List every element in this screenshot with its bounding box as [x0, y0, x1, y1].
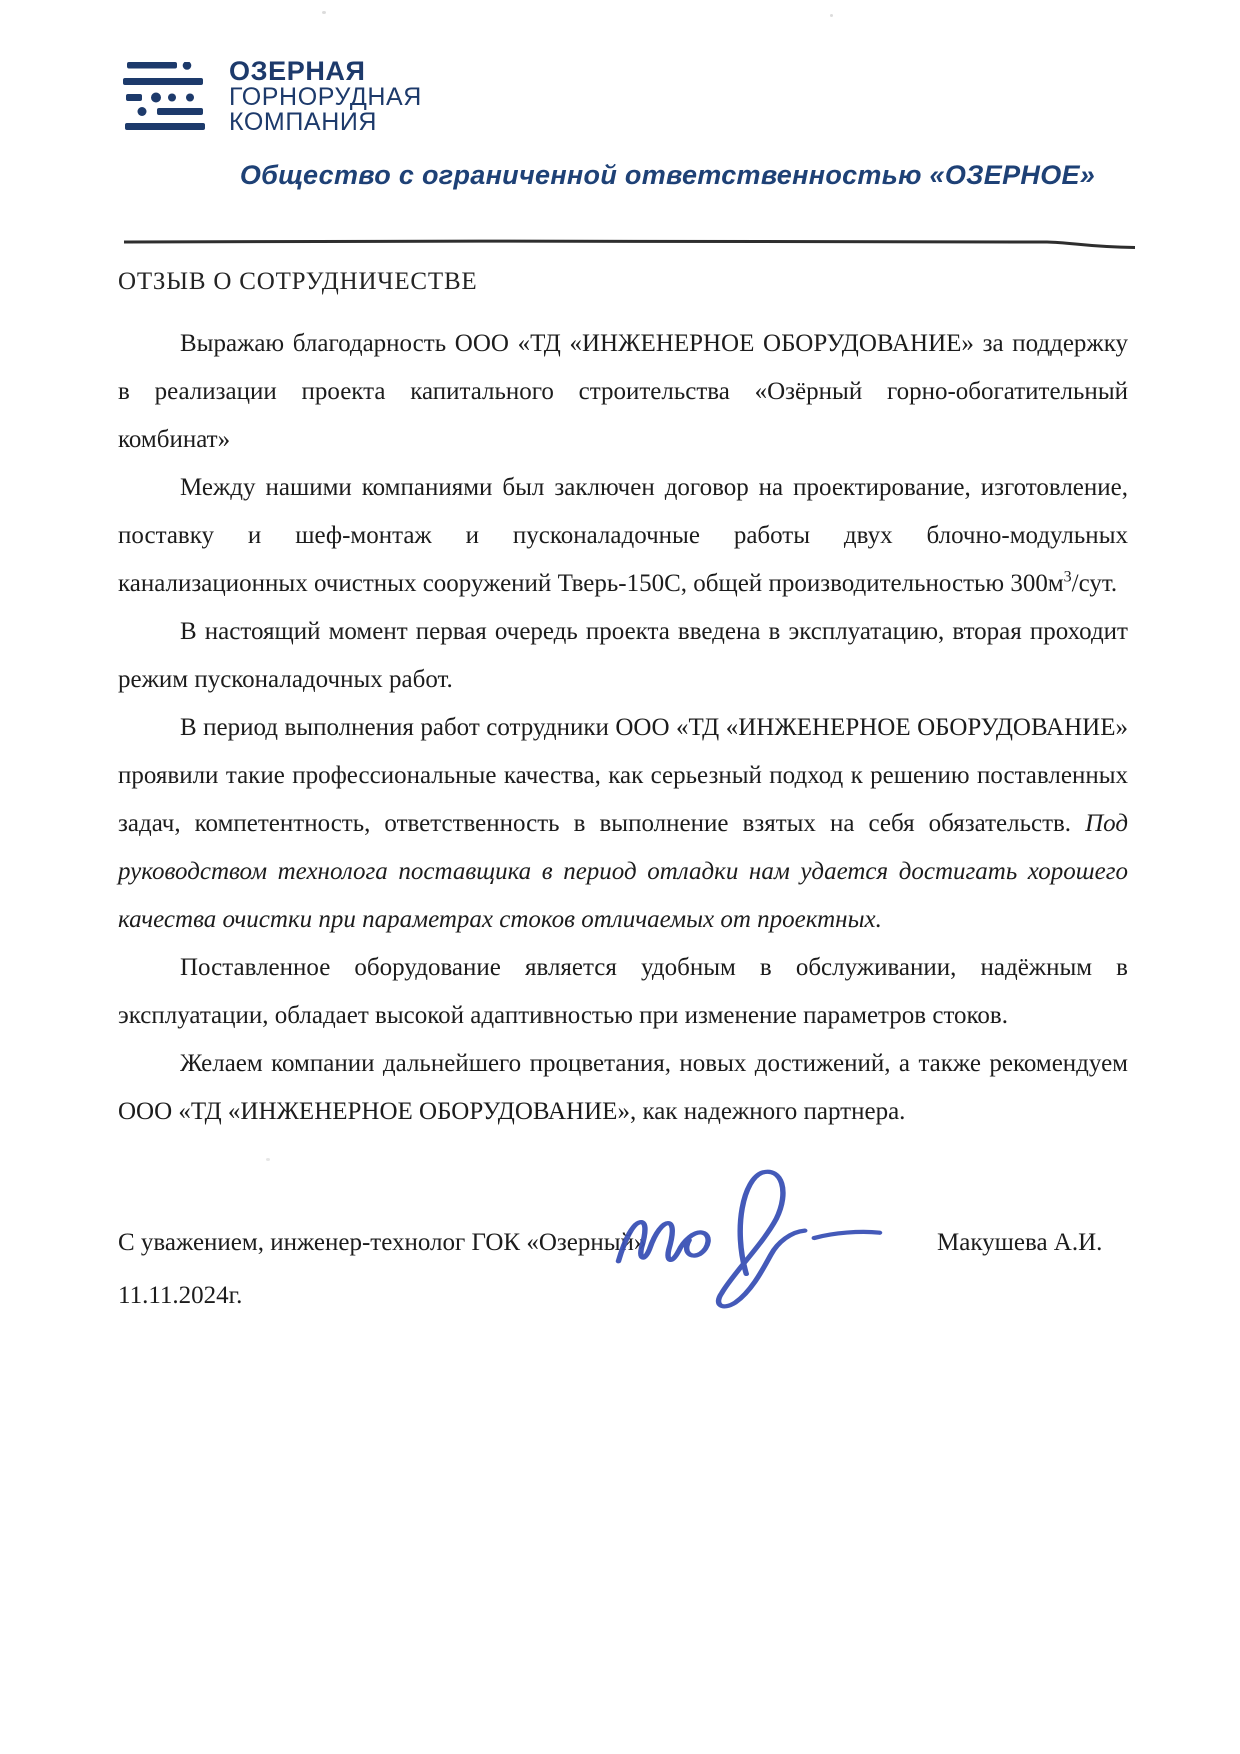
lake-morse-bars-icon	[123, 62, 207, 132]
document-title: ОТЗЫВ О СОТРУДНИЧЕСТВЕ	[118, 268, 478, 295]
text-run: Поставленное оборудование является удобным в обслуживании, надёжным в эксплуатации, обладает высокой адаптивностью при изменение параметров стоков.	[118, 954, 1128, 1029]
logo-line-3: КОМПАНИЯ	[229, 108, 378, 136]
text-run: В настоящий момент первая очередь проекта введена в эксплуатацию, вторая проходит режим пусконаладочных работ.	[118, 618, 1128, 693]
paragraph	[118, 944, 1128, 1040]
text-run: 3	[1063, 568, 1072, 586]
text-run: Желаем компании дальнейшего процветания, новых достижений, а также рекомендуем ООО «ТД «ИНЖЕНЕРНОЕ ОБОРУДОВАНИЕ», как надежного партнера.	[118, 1050, 1128, 1125]
paragraph	[118, 1040, 1128, 1136]
text-run: Выражаю благодарность ООО «ТД «ИНЖЕНЕРНОЕ ОБОРУДОВАНИЕ» за поддержку в реализации проекта капитального строительства «Озёрный горно-обогатительный комбинат»	[118, 330, 1128, 453]
closing-line: С уважением, инженер-технолог ГОК «Озерный»	[118, 1229, 647, 1256]
company-logo	[123, 58, 422, 135]
paragraph	[118, 704, 1128, 944]
signature-block	[118, 1226, 1128, 1266]
signer-name: Макушева А.И.	[937, 1229, 1103, 1256]
paragraph	[118, 464, 1128, 608]
body-paragraphs	[118, 320, 1128, 1136]
text-run: В период выполнения работ сотрудники ООО «ТД «ИНЖЕНЕРНОЕ ОБОРУДОВАНИЕ» проявили такие профессиональные качества, как серьезный подход к решению поставленных задач, компетентность, ответственность в выполнение взятых на себя обязательств.	[118, 714, 1128, 837]
scan-speck	[830, 14, 833, 17]
company-logo-text	[229, 58, 422, 135]
scan-speck	[322, 11, 326, 14]
paragraph	[118, 608, 1128, 704]
scan-speck	[266, 1158, 270, 1161]
logo-line-2: ГОРНОРУДНАЯ	[229, 83, 422, 111]
text-run: Между нашими компаниями был заключен договор на проектирование, изготовление, поставку и шеф-монтаж и пусконаладочные работы двух блочно-модульных канализационных очистных сооружений Тверь-150С, общей производительностью 300м	[118, 474, 1128, 597]
letter-date: 11.11.2024г.	[118, 1282, 243, 1309]
text-run: /сут.	[1071, 570, 1118, 597]
header-divider-line	[122, 238, 1138, 250]
text-run: Под руководством технолога поставщика в период отладки нам удается достигать хорошего качества очистки при параметрах стоков отличаемых от проектных.	[118, 810, 1128, 933]
organization-title: Общество с ограниченной ответственностью «ОЗЕРНОЕ»	[239, 160, 1096, 190]
logo-line-1: ОЗЕРНАЯ	[229, 56, 366, 86]
handwritten-signature-icon	[613, 1164, 885, 1312]
paragraph	[118, 320, 1128, 464]
